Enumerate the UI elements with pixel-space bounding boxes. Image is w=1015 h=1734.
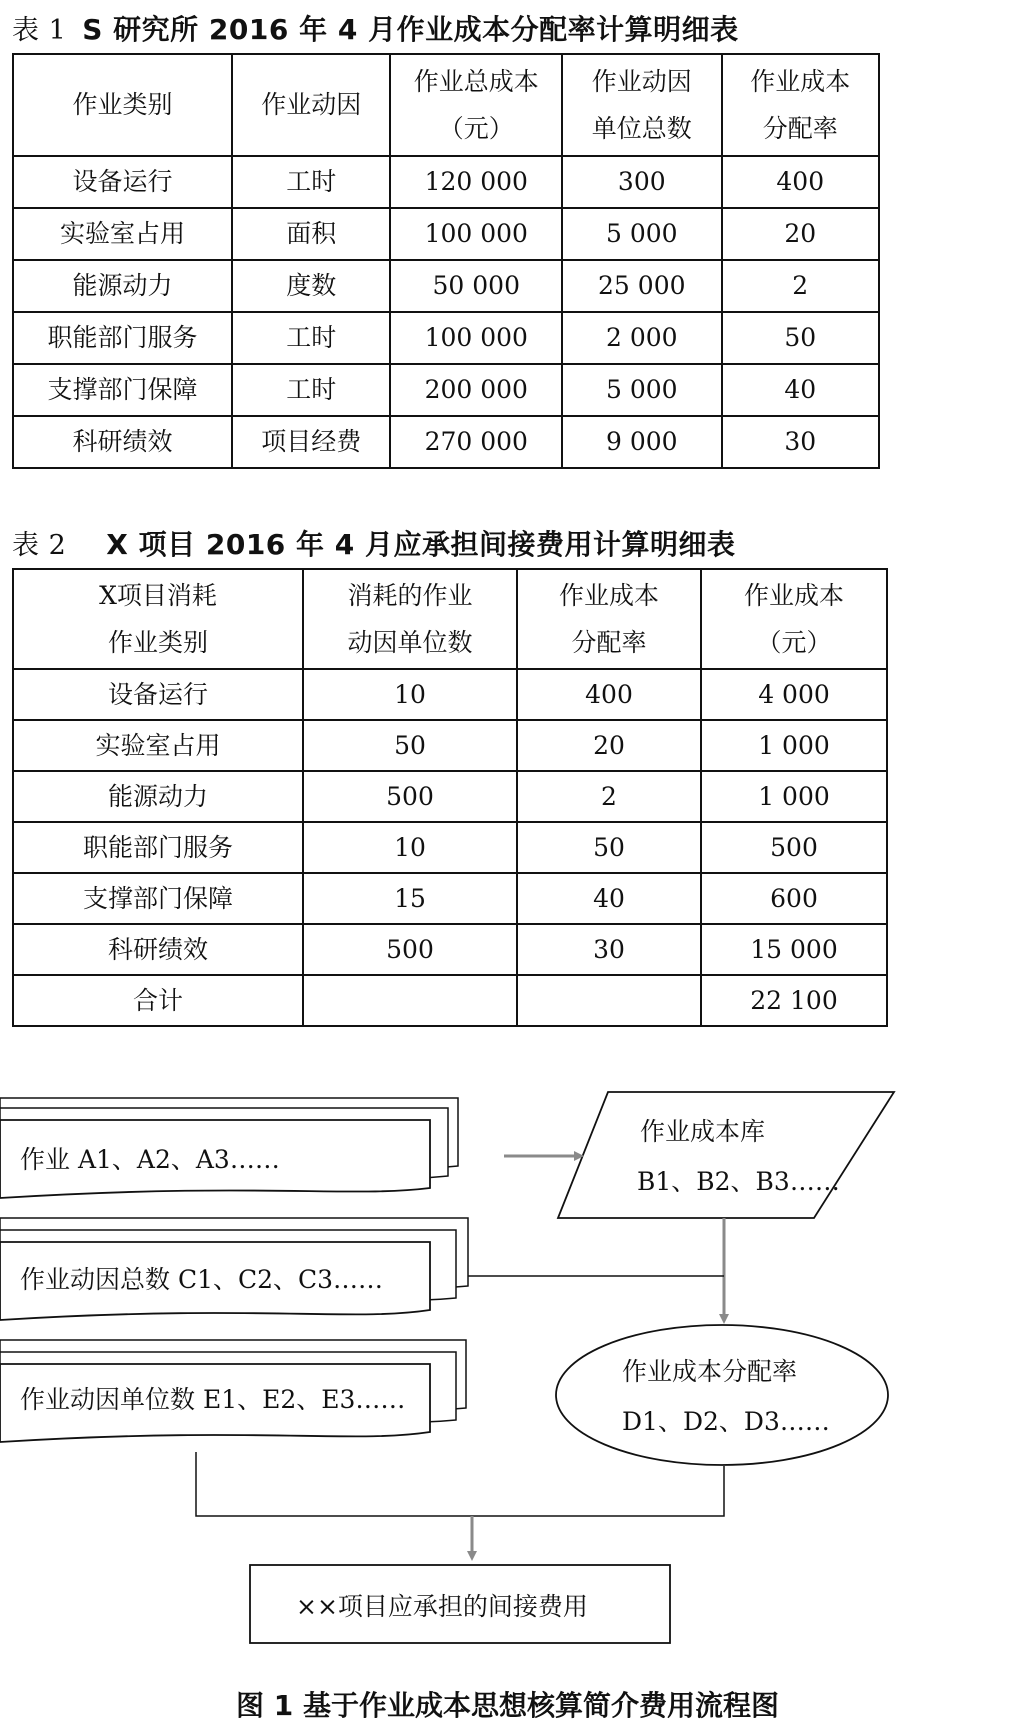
table2-title: X 项目 2016 年 4 月应承担间接费用计算明细表 — [106, 528, 736, 561]
table-cell: 2 — [722, 260, 879, 312]
table-cell: 20 — [517, 720, 701, 771]
table-cell: 1 000 — [701, 771, 887, 822]
cost-pool-items: B1、B2、B3…… — [637, 1167, 840, 1196]
table-cell: 50 000 — [390, 260, 562, 312]
driver-units-text: 作业动因单位数 E1、E2、E3…… — [20, 1385, 406, 1414]
table-row — [13, 260, 879, 312]
table-cell: 科研绩效 — [13, 924, 303, 975]
table1-header-cell: 作业动因 — [232, 54, 390, 156]
table-cell: 度数 — [232, 260, 390, 312]
table-row — [13, 720, 887, 771]
table1-header-cell: 作业类别 — [13, 54, 232, 156]
table-cell: 100 000 — [390, 208, 562, 260]
table-row — [13, 156, 879, 208]
table-cell: 200 000 — [390, 364, 562, 416]
table-cell: 5 000 — [562, 364, 721, 416]
table-cell: 15 — [303, 873, 517, 924]
table-row — [13, 312, 879, 364]
table-cell: 能源动力 — [13, 771, 303, 822]
table1-label: 表 1 — [12, 15, 67, 46]
table-cell — [303, 975, 517, 1026]
table-cell: 30 — [517, 924, 701, 975]
flowchart — [0, 1090, 1015, 1650]
result-text: ××项目应承担的间接费用 — [296, 1592, 588, 1621]
table-cell: 实验室占用 — [13, 720, 303, 771]
table2-header-cell: X项目消耗 作业类别 — [13, 569, 303, 669]
table1 — [12, 53, 880, 469]
table1-caption — [12, 8, 739, 48]
table-cell: 120 000 — [390, 156, 562, 208]
table-cell: 25 000 — [562, 260, 721, 312]
driver-units-document-stack — [0, 1340, 466, 1442]
table-row — [13, 208, 879, 260]
table-cell: 2 000 — [562, 312, 721, 364]
table-cell: 合计 — [13, 975, 303, 1026]
table-cell: 面积 — [232, 208, 390, 260]
allocation-rate-ellipse — [556, 1325, 888, 1465]
table2-header-cell: 作业成本 分配率 — [517, 569, 701, 669]
line-units-rate-merge — [196, 1452, 724, 1516]
table-row — [13, 669, 887, 720]
table-row — [13, 924, 887, 975]
rate-items: D1、D2、D3…… — [622, 1407, 830, 1436]
table-cell: 30 — [722, 416, 879, 468]
table-cell: 50 — [722, 312, 879, 364]
table-cell: 10 — [303, 669, 517, 720]
driver-totals-text: 作业动因总数 C1、C2、C3…… — [20, 1265, 384, 1294]
table-cell: 40 — [722, 364, 879, 416]
table-cell: 50 — [303, 720, 517, 771]
table2-label: 表 2 — [12, 530, 67, 561]
table1-header-cell: 作业成本 分配率 — [722, 54, 879, 156]
table-cell: 20 — [722, 208, 879, 260]
table-row — [13, 873, 887, 924]
rate-title: 作业成本分配率 — [622, 1357, 798, 1386]
table-cell: 设备运行 — [13, 156, 232, 208]
table1-header-row — [13, 54, 879, 156]
table1-header-cell: 作业动因 单位总数 — [562, 54, 721, 156]
table2-header-cell: 消耗的作业 动因单位数 — [303, 569, 517, 669]
table-cell: 支撑部门保障 — [13, 873, 303, 924]
activities-document-stack — [0, 1098, 458, 1198]
table-cell: 支撑部门保障 — [13, 364, 232, 416]
table-cell: 4 000 — [701, 669, 887, 720]
table-row-total — [13, 975, 887, 1026]
table1-title: S 研究所 2016 年 4 月作业成本分配率计算明细表 — [82, 13, 739, 46]
table-cell: 职能部门服务 — [13, 822, 303, 873]
table-cell: 22 100 — [701, 975, 887, 1026]
table-cell: 5 000 — [562, 208, 721, 260]
table-cell: 1 000 — [701, 720, 887, 771]
table-cell: 400 — [722, 156, 879, 208]
table2-caption — [12, 523, 736, 563]
table-cell: 500 — [303, 924, 517, 975]
table-cell: 2 — [517, 771, 701, 822]
table-cell: 项目经费 — [232, 416, 390, 468]
driver-totals-document-stack — [0, 1218, 468, 1320]
table-cell: 40 — [517, 873, 701, 924]
result-box — [250, 1565, 670, 1643]
table-row — [13, 822, 887, 873]
table-cell: 100 000 — [390, 312, 562, 364]
activities-text: 作业 A1、A2、A3…… — [20, 1145, 280, 1174]
table-cell: 科研绩效 — [13, 416, 232, 468]
table-cell: 50 — [517, 822, 701, 873]
table-cell: 15 000 — [701, 924, 887, 975]
table-cell: 10 — [303, 822, 517, 873]
table-cell: 600 — [701, 873, 887, 924]
figure-caption: 图 1 基于作业成本思想核算简介费用流程图 — [236, 1689, 779, 1722]
table-cell: 270 000 — [390, 416, 562, 468]
table-cell — [517, 975, 701, 1026]
cost-pool-box — [558, 1092, 894, 1218]
table-cell: 300 — [562, 156, 721, 208]
cost-pool-title: 作业成本库 — [640, 1117, 766, 1146]
table-cell: 职能部门服务 — [13, 312, 232, 364]
table2-header-cell: 作业成本 （元） — [701, 569, 887, 669]
table-cell: 设备运行 — [13, 669, 303, 720]
table2 — [12, 568, 888, 1027]
table-cell: 能源动力 — [13, 260, 232, 312]
table-cell: 400 — [517, 669, 701, 720]
table-cell: 9 000 — [562, 416, 721, 468]
table-cell: 工时 — [232, 312, 390, 364]
table-cell: 500 — [701, 822, 887, 873]
table-row — [13, 416, 879, 468]
table-cell: 实验室占用 — [13, 208, 232, 260]
table-cell: 工时 — [232, 364, 390, 416]
table-row — [13, 364, 879, 416]
table-cell: 500 — [303, 771, 517, 822]
table-row — [13, 771, 887, 822]
table-cell: 工时 — [232, 156, 390, 208]
table1-header-cell: 作业总成本 （元） — [390, 54, 562, 156]
table2-header-row — [13, 569, 887, 669]
